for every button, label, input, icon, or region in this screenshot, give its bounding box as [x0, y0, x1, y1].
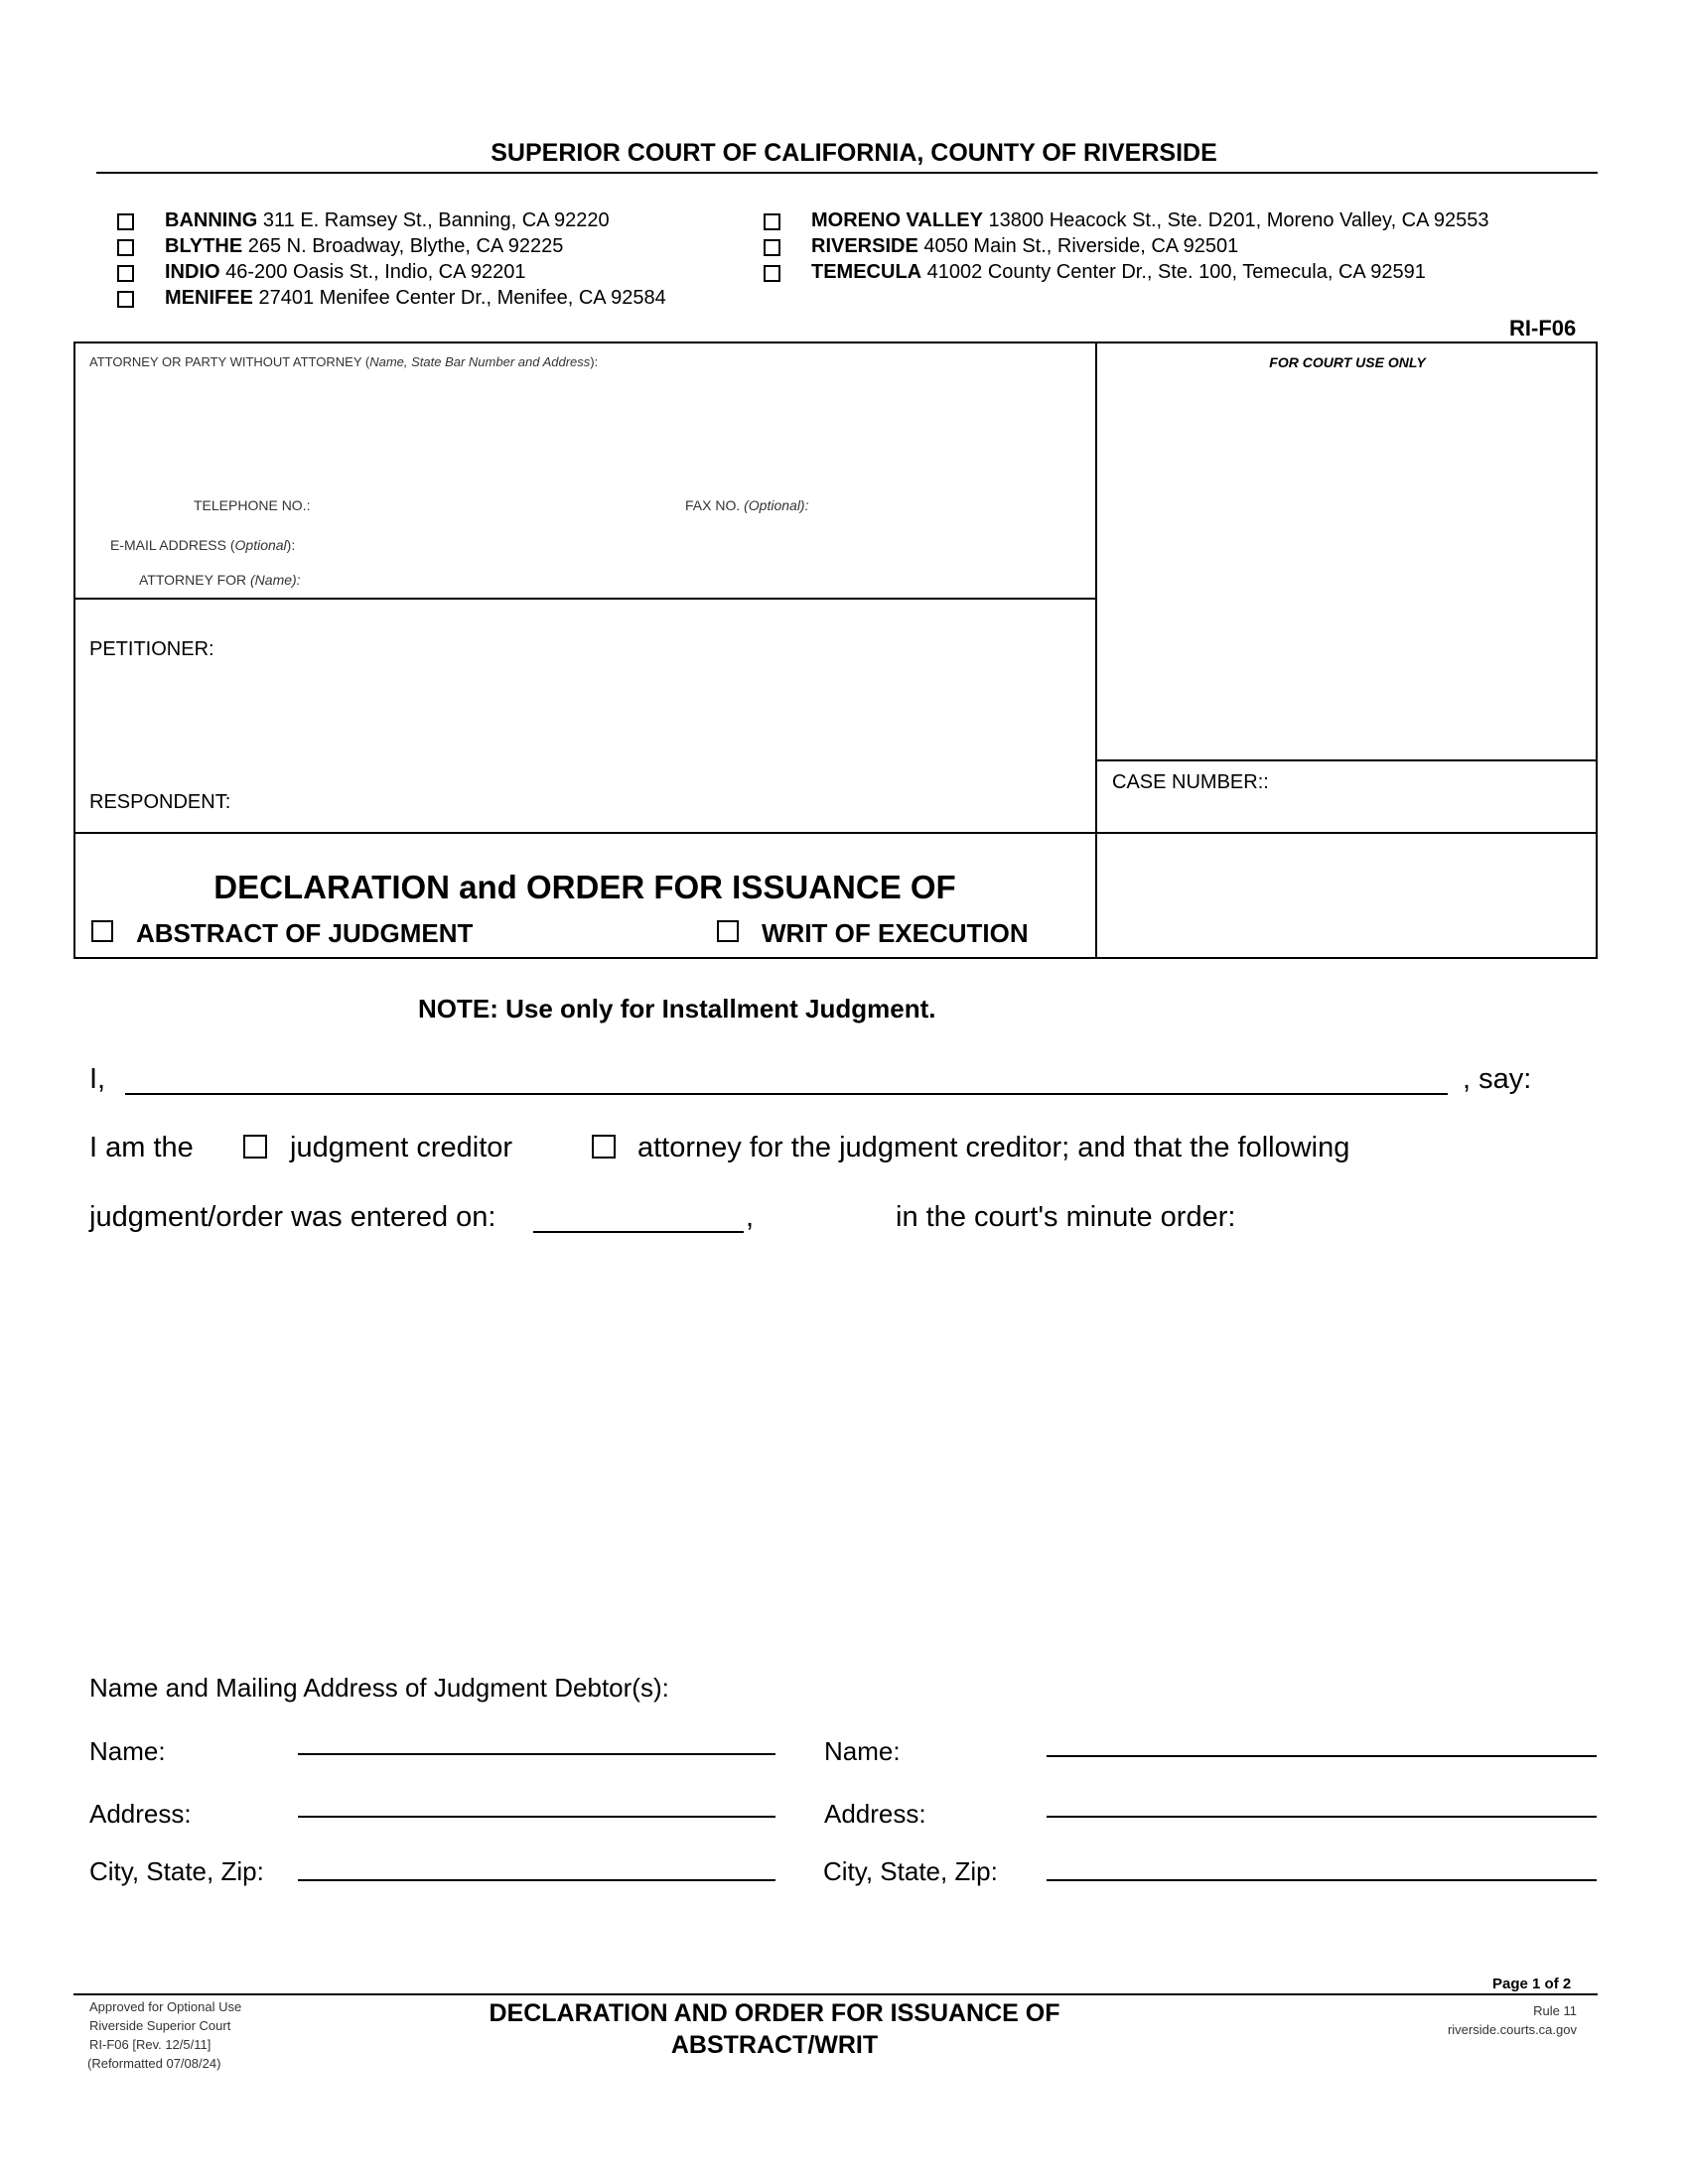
option-writ-label: WRIT OF EXECUTION — [762, 918, 1029, 948]
footer-title — [397, 1997, 1152, 2061]
telephone-label: TELEPHONE NO.: — [194, 497, 311, 513]
note-text: NOTE: Use only for Installment Judgment. — [418, 994, 936, 1024]
location-riverside: RIVERSIDE 4050 Main St., Riverside, CA 92501 — [811, 235, 1239, 257]
debtor1-name-label: Name: — [89, 1736, 166, 1766]
court-use-label: FOR COURT USE ONLY — [1269, 354, 1426, 370]
debtor2-name-field[interactable] — [1047, 1755, 1597, 1757]
debtor1-name-field[interactable] — [298, 1753, 775, 1755]
location-temecula: TEMECULA 41002 County Center Dr., Ste. 100, Temecula, CA 92591 — [811, 261, 1426, 283]
judgment-creditor-label: judgment creditor — [290, 1132, 513, 1163]
email-label: E-MAIL ADDRESS (Optional): — [110, 537, 296, 553]
case-number-label: CASE NUMBER:: — [1112, 771, 1269, 793]
footer-rule — [73, 1993, 1598, 1995]
footer-court-line: Riverside Superior Court — [89, 2018, 231, 2033]
debtor2-city-field[interactable] — [1047, 1879, 1597, 1881]
declarant-name-field[interactable] — [125, 1093, 1448, 1095]
checkbox-riverside[interactable] — [764, 239, 780, 256]
decl-i: I, — [89, 1063, 106, 1095]
caption-box — [73, 341, 1598, 959]
respondent-label: RESPONDENT: — [89, 791, 231, 813]
caption-vertical-divider — [1095, 341, 1097, 959]
debtor1-city-label: City, State, Zip: — [89, 1856, 264, 1886]
checkbox-attorney-for-creditor[interactable] — [592, 1135, 616, 1159]
decl-i-am-the: I am the — [89, 1132, 194, 1163]
page-number: Page 1 of 2 — [1492, 1976, 1572, 1992]
entered-comma: , — [746, 1201, 755, 1233]
location-banning: BANNING 311 E. Ramsey St., Banning, CA 92220 — [165, 209, 610, 231]
option-abstract-label: ABSTRACT OF JUDGMENT — [136, 918, 474, 948]
location-blythe: BLYTHE 265 N. Broadway, Blythe, CA 92225 — [165, 235, 564, 257]
checkbox-abstract[interactable] — [91, 920, 113, 942]
decl-say: , say: — [1463, 1063, 1532, 1095]
debtor2-name-label: Name: — [824, 1736, 901, 1766]
attorney-for-label: ATTORNEY FOR (Name): — [139, 572, 301, 588]
checkbox-moreno-valley[interactable] — [764, 213, 780, 230]
footer-title-line2: ABSTRACT/WRIT — [670, 2031, 879, 2059]
location-moreno-valley: MORENO VALLEY 13800 Heacock St., Ste. D201, Moreno Valley, CA 92553 — [811, 209, 1489, 231]
minute-order-label: in the court's minute order: — [896, 1201, 1236, 1233]
checkbox-menifee[interactable] — [117, 291, 134, 308]
debtor1-address-label: Address: — [89, 1799, 192, 1829]
debtor1-address-field[interactable] — [298, 1816, 775, 1818]
footer-title-line1: DECLARATION AND ORDER FOR ISSUANCE OF — [489, 1999, 1060, 2027]
court-use-divider — [1095, 759, 1598, 761]
header-rule — [96, 172, 1598, 174]
attorney-label: ATTORNEY OR PARTY WITHOUT ATTORNEY (Name, State Bar Number and Address): — [89, 354, 599, 369]
document-title: DECLARATION and ORDER FOR ISSUANCE OF — [213, 869, 956, 905]
checkbox-banning[interactable] — [117, 213, 134, 230]
checkbox-temecula[interactable] — [764, 265, 780, 282]
entered-on-label: judgment/order was entered on: — [89, 1201, 496, 1233]
petitioner-label: PETITIONER: — [89, 638, 214, 660]
footer-approved — [89, 1997, 241, 2073]
checkbox-judgment-creditor[interactable] — [243, 1135, 267, 1159]
footer-approved-line: Approved for Optional Use — [89, 1999, 242, 2014]
title-divider — [73, 832, 1598, 834]
debtor-heading: Name and Mailing Address of Judgment Debtor(s): — [89, 1673, 669, 1703]
attorney-for-creditor-label: attorney for the judgment creditor; and that the following — [637, 1132, 1350, 1163]
attorney-divider — [73, 598, 1096, 600]
checkbox-writ[interactable] — [717, 920, 739, 942]
form-code: RI-F06 — [1509, 316, 1577, 341]
debtor2-city-label: City, State, Zip: — [823, 1856, 998, 1886]
entered-date-field[interactable] — [533, 1231, 744, 1233]
debtor2-address-label: Address: — [824, 1799, 926, 1829]
footer-rev-line: RI-F06 [Rev. 12/5/11] — [89, 2037, 211, 2052]
location-menifee: MENIFEE 27401 Menifee Center Dr., Menifee, CA 92584 — [165, 287, 666, 309]
debtor2-address-field[interactable] — [1047, 1816, 1597, 1818]
debtor1-city-field[interactable] — [298, 1879, 775, 1881]
footer-website: riverside.courts.ca.gov — [1447, 2022, 1577, 2037]
footer-reformatted-line: (Reformatted 07/08/24) — [87, 2056, 221, 2071]
fax-label: FAX NO. (Optional): — [685, 497, 809, 513]
footer-right — [1370, 2001, 1577, 2039]
footer-rule-ref: Rule 11 — [1533, 2003, 1577, 2018]
checkbox-blythe[interactable] — [117, 239, 134, 256]
checkbox-indio[interactable] — [117, 265, 134, 282]
court-title: SUPERIOR COURT OF CALIFORNIA, COUNTY OF RIVERSIDE — [491, 139, 1217, 167]
location-indio: INDIO 46-200 Oasis St., Indio, CA 92201 — [165, 261, 526, 283]
